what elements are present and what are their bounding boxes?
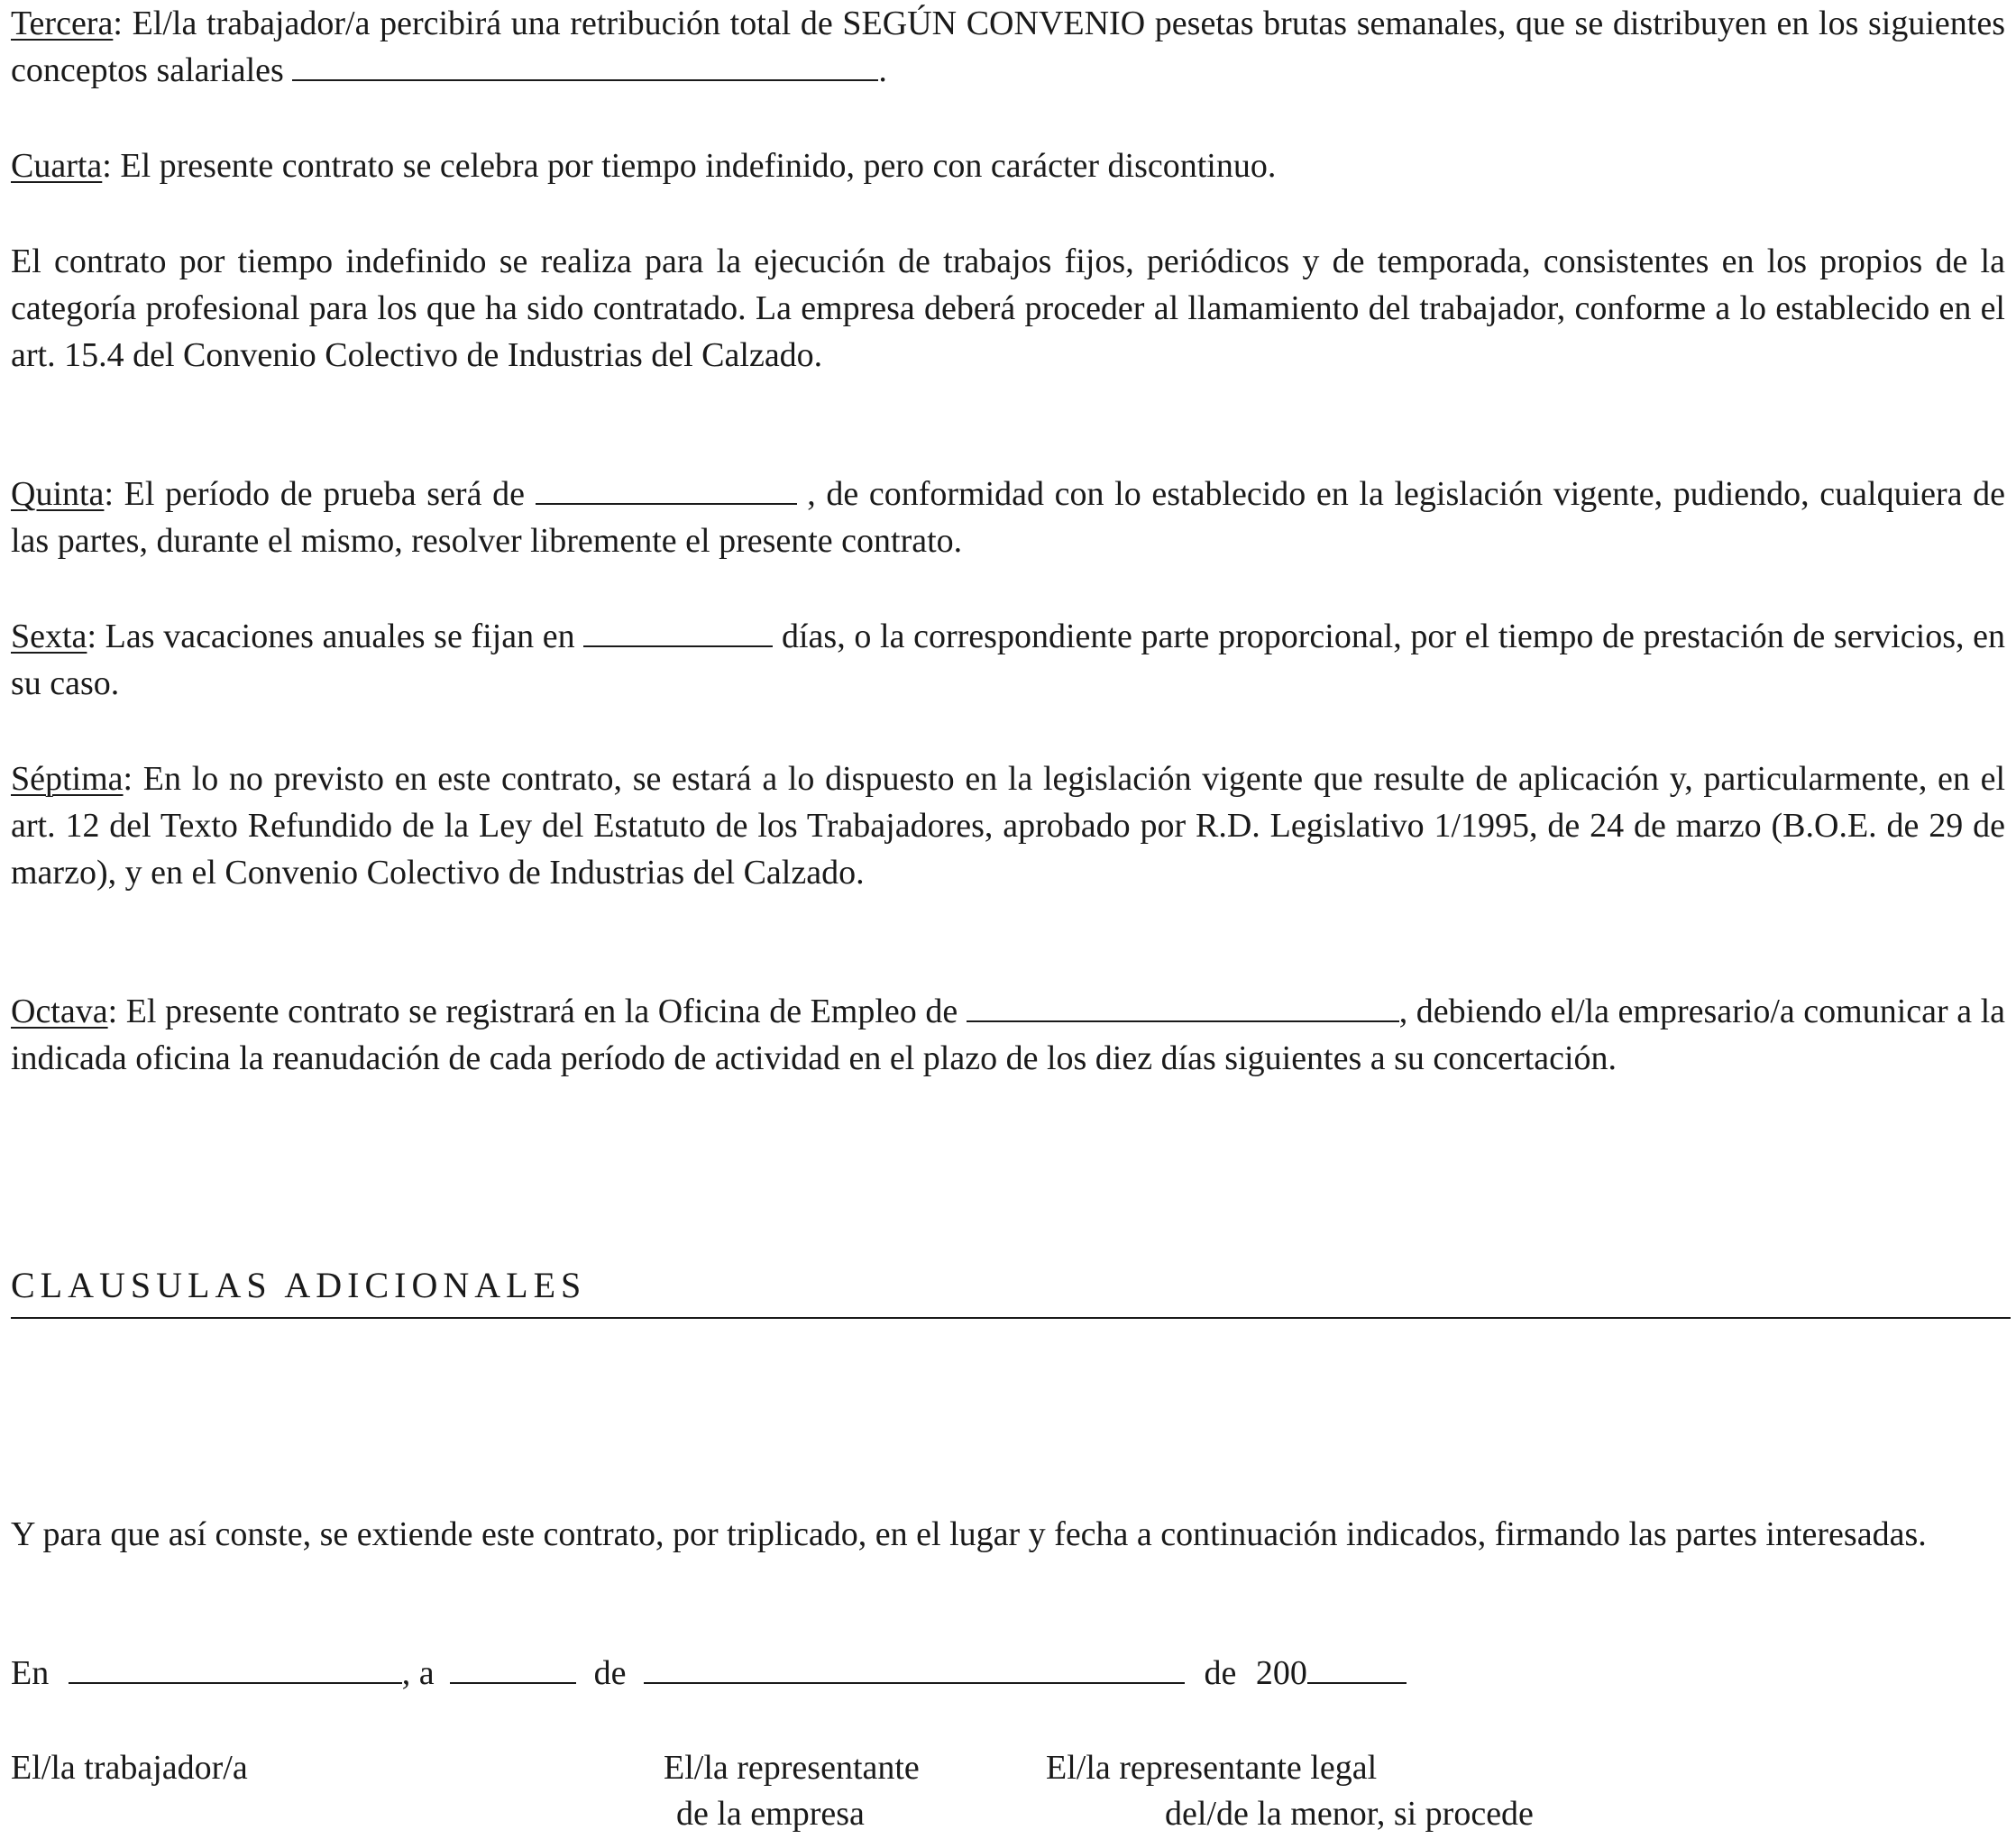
clause-text: Las vacaciones anuales se fijan en [105,618,575,655]
signature-legal-line2: del/de la menor, si procede [1165,1795,1534,1833]
signature-worker: El/la trabajador/a [11,1749,248,1787]
clause-label: Quinta [11,475,105,513]
clause-text: El período de prueba será de [124,475,525,513]
clause-label: Tercera [11,5,114,42]
date-line: En , a de de 200 [11,1650,1407,1697]
trial-period-blank[interactable] [536,476,797,505]
clause-cuarta-paragraph: El contrato por tiempo indefinido se realiza para la ejecución de trabajos fijos, periódicos y de temporada, consistentes en los propios de la categoría profesional para los que ha sido contratado. La empresa deberá proceder al llamamiento del trabajador, conforme a lo establecido en el art. 15.4 del Convenio Colectivo de Industrias del Calzado. [11,242,2005,374]
clause-label: Sexta [11,618,87,655]
additional-clauses-rule[interactable] [11,1317,2011,1319]
clause-text: El presente contrato se registrará en la Oficina de Empleo de [125,993,958,1030]
place-blank[interactable] [69,1655,402,1684]
clause-label: Octava [11,993,108,1030]
clause-sexta: Sexta: Las vacaciones anuales se fijan en días, o la correspondiente parte proporcional, por el tiempo de prestación de servicios, en su caso. [11,618,2006,702]
clause-text: En lo no previsto en este contrato, se estará a lo dispuesto en la legislación vigente que resulte de aplicación y, particularmente, en el art. 12 del Texto Refundido de la Ley del Estatuto de los Trabajadores, aprobado por R.D. Legislativo 1/1995, de 24 de marzo (B.O.E. de 29 de marzo), y en el Convenio Colectivo de Industrias del Calzado. [11,760,2005,892]
closing-paragraph: Y para que así conste, se extiende este contrato, por triplicado, en el lugar y fecha a continuación indicados, firmando las partes interesadas. [11,1515,1927,1553]
clause-septima: Séptima: En lo no previsto en este contrato, se estará a lo dispuesto en la legislación vigente que resulte de aplicación y, particularmente, en el art. 12 del Texto Refundido de la Ley del Estatuto de los Trabajadores, aprobado por R.D. Legislativo 1/1995, de 24 de marzo (B.O.E. de 29 de marzo), y en el Convenio Colectivo de Industrias del Calzado. [11,760,2005,892]
clause-cuarta: Cuarta: El presente contrato se celebra por tiempo indefinido, pero con carácter discontinuo. [11,147,1277,185]
signature-legal-line1: El/la representante legal [1046,1749,1378,1787]
clause-quinta: Quinta: El período de prueba será de , de conformidad con lo establecido en la legislación vigente, pudiendo, cualquiera de las partes, durante el mismo, resolver libremente el presente contrato. [11,475,2006,560]
day-blank[interactable] [450,1655,576,1684]
employment-office-blank[interactable] [967,993,1399,1022]
clause-text: El presente contrato se celebra por tiempo indefinido, pero con carácter discontinuo. [120,147,1277,185]
clause-label: Séptima [11,760,124,798]
signature-company-line2: de la empresa [676,1795,865,1833]
vacation-days-blank[interactable] [583,618,773,647]
salary-concepts-blank[interactable] [292,52,878,81]
signature-company-line1: El/la representante [664,1749,920,1787]
clause-label: Cuarta [11,147,103,185]
month-blank[interactable] [644,1655,1185,1684]
clause-octava: Octava: El presente contrato se registrará en la Oficina de Empleo de , debiendo el/la empresario/a comunicar a la indicada oficina la reanudación de cada período de actividad en el plazo de los diez días siguientes a su concertación. [11,993,2006,1077]
clause-tercera: Tercera: El/la trabajador/a percibirá una retribución total de SEGÚN CONVENIO pesetas brutas semanales, que se distribuyen en los siguientes conceptos salariales . [11,5,2006,89]
year-blank[interactable] [1307,1655,1407,1684]
additional-clauses-title: CLAUSULAS ADICIONALES [11,1265,587,1305]
clause-text: El/la trabajador/a percibirá una retribución total de SEGÚN CONVENIO pesetas brutas semanales, que se distribuyen en los siguientes conceptos salariales [11,5,2006,89]
